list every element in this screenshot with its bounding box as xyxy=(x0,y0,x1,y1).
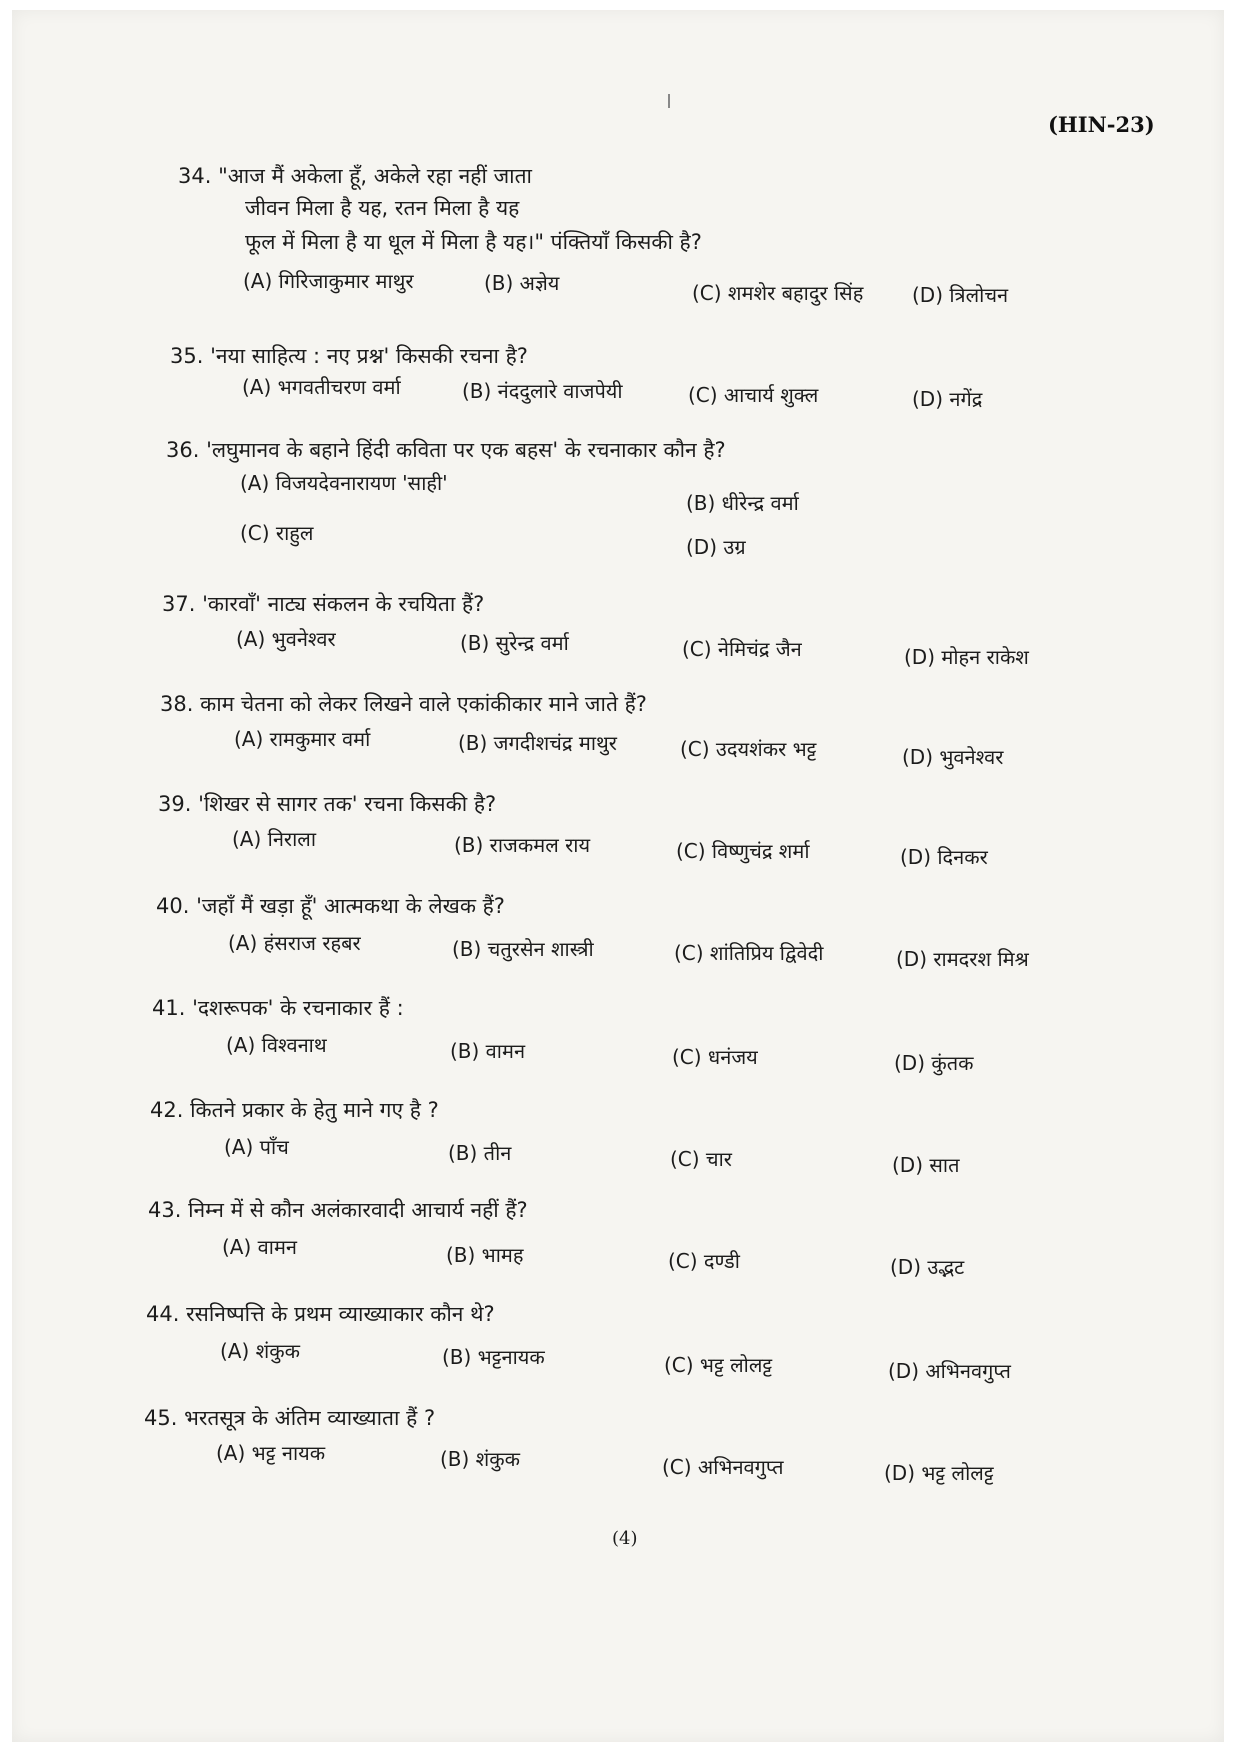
option-c: (C) धनंजय xyxy=(672,1045,758,1069)
question-37 xyxy=(0,590,1240,690)
question-stem: 45. भरतसूत्र के अंतिम व्याख्याता हैं ? xyxy=(144,1406,436,1430)
option-c: (C) राहुल xyxy=(240,521,314,545)
question-stem: 38. काम चेतना को लेकर लिखने वाले एकांकीकार माने जाते हैं? xyxy=(160,692,647,716)
option-b: (B) भट्टनायक xyxy=(442,1345,545,1369)
option-a: (A) विश्वनाथ xyxy=(226,1033,327,1057)
question-36 xyxy=(0,436,1240,559)
option-c: (C) विष्णुचंद्र शर्मा xyxy=(676,839,810,863)
page-number: (4) xyxy=(612,1528,638,1549)
option-a: (A) हंसराज रहबर xyxy=(228,931,361,955)
option-b: (B) वामन xyxy=(450,1039,526,1063)
option-a: (A) भगवतीचरण वर्मा xyxy=(242,375,401,399)
option-a: (A) गिरिजाकुमार माथुर xyxy=(243,269,414,293)
option-c: (C) शमशेर बहादुर सिंह xyxy=(692,281,864,305)
question-stem: 36. 'लघुमानव के बहाने हिंदी कविता पर एक बहस' के रचनाकार कौन है? xyxy=(166,438,726,462)
question-42 xyxy=(0,1096,1240,1196)
option-b: (B) जगदीशचंद्र माथुर xyxy=(458,731,617,755)
question-40 xyxy=(0,892,1240,992)
question-stem: 39. 'शिखर से सागर तक' रचना किसकी है? xyxy=(158,792,497,816)
option-b: (B) सुरेन्द्र वर्मा xyxy=(460,631,569,655)
option-b: (B) धीरेन्द्र वर्मा xyxy=(686,491,799,515)
option-c: (C) नेमिचंद्र जैन xyxy=(682,637,802,661)
option-b: (B) नंददुलारे वाजपेयी xyxy=(462,379,623,403)
question-stem-line: जीवन मिला है यह, रतन मिला है यह xyxy=(245,196,520,220)
option-a: (A) भुवनेश्वर xyxy=(236,627,336,651)
option-a: (A) विजयदेवनारायण 'साही' xyxy=(240,471,448,495)
option-b: (B) अज्ञेय xyxy=(484,271,560,295)
option-c: (C) चार xyxy=(670,1147,732,1171)
option-b: (B) राजकमल राय xyxy=(454,833,591,857)
option-a: (A) शंकुक xyxy=(220,1339,300,1363)
question-38 xyxy=(0,690,1240,790)
option-d: (D) सात xyxy=(892,1153,960,1177)
option-d: (D) कुंतक xyxy=(894,1051,974,1075)
option-a: (A) पाँच xyxy=(224,1135,289,1159)
question-43 xyxy=(0,1196,1240,1296)
option-c: (C) दण्डी xyxy=(668,1249,740,1273)
question-stem: 44. रसनिष्पत्ति के प्रथम व्याख्याकार कौन थे? xyxy=(146,1302,495,1326)
option-c: (C) उदयशंकर भट्ट xyxy=(680,737,817,761)
question-44 xyxy=(0,1300,1240,1400)
question-39 xyxy=(0,790,1240,890)
option-d: (D) नगेंद्र xyxy=(912,387,983,411)
question-45 xyxy=(0,1404,1240,1504)
question-stem: 42. कितने प्रकार के हेतु माने गए है ? xyxy=(150,1098,439,1122)
option-d: (D) रामदरश मिश्र xyxy=(896,947,1029,971)
option-d: (D) अभिनवगुप्त xyxy=(888,1359,1011,1383)
option-b: (B) भामह xyxy=(446,1243,524,1267)
question-stem: 35. 'नया साहित्य : नए प्रश्न' किसकी रचना है? xyxy=(170,344,528,368)
option-d: (D) भट्ट लोलट्ट xyxy=(884,1461,994,1485)
option-a: (A) भट्ट नायक xyxy=(216,1441,326,1465)
option-d: (D) उग्र xyxy=(686,535,746,559)
question-34 xyxy=(0,162,1240,307)
option-b: (B) चतुरसेन शास्त्री xyxy=(452,937,594,961)
option-b: (B) तीन xyxy=(448,1141,512,1165)
question-41 xyxy=(0,994,1240,1094)
question-stem: 41. 'दशरूपक' के रचनाकार हैं : xyxy=(152,996,404,1020)
option-d: (D) दिनकर xyxy=(900,845,988,869)
question-stem: 37. 'कारवाँ' नाट्य संकलन के रचयिता हैं? xyxy=(162,592,485,616)
question-stem: 43. निम्न में से कौन अलंकारवादी आचार्य नहीं हैं? xyxy=(148,1198,528,1222)
option-c: (C) शांतिप्रिय द्विवेदी xyxy=(674,941,824,965)
option-d: (D) मोहन राकेश xyxy=(904,645,1029,669)
option-a: (A) वामन xyxy=(222,1235,298,1259)
question-stem: 40. 'जहाँ मैं खड़ा हूँ' आत्मकथा के लेखक हैं? xyxy=(156,894,505,918)
paper-code: (HIN-23) xyxy=(1048,112,1155,137)
question-35 xyxy=(0,342,1240,442)
option-d: (D) भुवनेश्वर xyxy=(902,745,1004,769)
option-c: (C) भट्ट लोलट्ट xyxy=(664,1353,773,1377)
question-stem-line: फूल में मिला है या धूल में मिला है यह।" पंक्तियाँ किसकी है? xyxy=(245,230,702,254)
option-a: (A) निराला xyxy=(232,827,317,851)
option-c: (C) अभिनवगुप्त xyxy=(662,1455,784,1479)
option-d: (D) उद्भट xyxy=(890,1255,965,1279)
option-a: (A) रामकुमार वर्मा xyxy=(234,727,371,751)
option-c: (C) आचार्य शुक्ल xyxy=(688,383,819,407)
scan-mark xyxy=(668,94,670,108)
question-stem: 34. "आज मैं अकेला हूँ, अकेले रहा नहीं जाता xyxy=(178,164,532,188)
option-d: (D) त्रिलोचन xyxy=(912,283,1009,307)
option-b: (B) शंकुक xyxy=(440,1447,521,1471)
